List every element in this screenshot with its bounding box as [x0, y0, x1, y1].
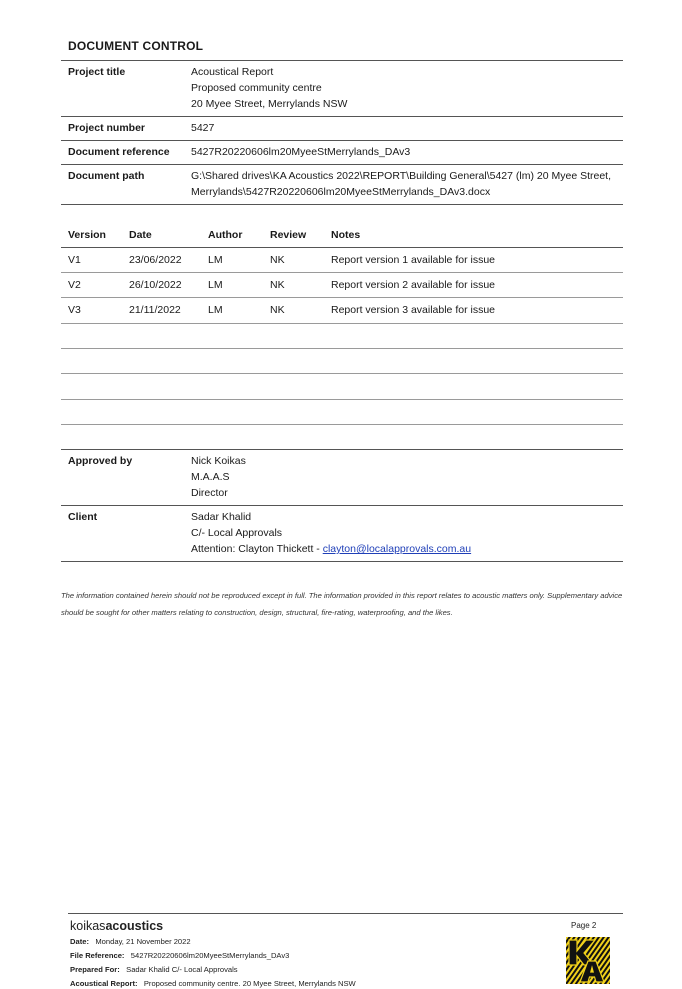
divider [61, 424, 623, 425]
footer-date-value: Monday, 21 November 2022 [95, 937, 191, 946]
footer-prepared-label: Prepared For: [70, 965, 120, 974]
notes-cell: Report version 2 available for issue [331, 279, 496, 291]
brand-logo [70, 919, 163, 933]
divider [61, 323, 623, 324]
client-attention [191, 541, 471, 557]
brand-name-light: koikas [70, 919, 106, 933]
document-path-line: Merrylands\5427R20220606lm20MyeeStMerrylands_DAv3.docx [191, 186, 491, 198]
footer-date-label: Date: [70, 937, 89, 946]
divider [61, 373, 623, 374]
date-cell: 21/11/2022 [129, 304, 181, 316]
footer-report-label: Acoustical Report: [70, 979, 138, 988]
divider [61, 505, 623, 506]
divider [61, 116, 623, 117]
document-path-line: G:\Shared drives\KA Acoustics 2022\REPORT\Building General\5427 (lm) 20 Myee Street, [191, 170, 612, 182]
divider [61, 60, 623, 61]
project-title-line: Acoustical Report [191, 66, 274, 78]
date-header: Date [129, 229, 152, 241]
client-value [191, 509, 471, 557]
client-label: Client [68, 511, 98, 523]
author-cell: LM [208, 279, 223, 291]
document-path-label: Document path [68, 170, 145, 182]
divider [61, 140, 623, 141]
project-title-value [191, 64, 347, 112]
divider [61, 247, 623, 248]
version-cell: V3 [68, 304, 81, 316]
footer-divider [68, 913, 623, 914]
review-cell: NK [270, 254, 285, 266]
approver-name: Nick Koikas [191, 455, 246, 467]
disclaimer: The information contained herein should not be reproduced except in full. The information provided in this report relates to acoustic matters only. Supplementary advice should be sought for other matters relating to construction, design, structural, fire-rating, waterproofing, and the likes. [61, 591, 623, 617]
attention-text: Attention: Clayton Thickett - [191, 543, 323, 555]
ka-logo-icon [566, 937, 610, 984]
footer-file [70, 951, 289, 960]
author-cell: LM [208, 254, 223, 266]
client-name: Sadar Khalid [191, 511, 252, 523]
review-cell: NK [270, 279, 285, 291]
version-cell: V2 [68, 279, 81, 291]
page-number: Page 2 [571, 921, 597, 930]
divider [61, 164, 623, 165]
project-title-line: Proposed community centre [191, 82, 322, 94]
footer-prepared-value: Sadar Khalid C/- Local Approvals [126, 965, 238, 974]
page-title: DOCUMENT CONTROL [68, 39, 204, 53]
version-header: Version [68, 229, 106, 241]
divider [61, 297, 623, 298]
footer-date [70, 937, 191, 946]
client-email-link[interactable]: clayton@localapprovals.com.au [322, 543, 472, 555]
divider [61, 399, 623, 400]
divider [61, 561, 623, 562]
project-title-label: Project title [68, 66, 126, 78]
author-header: Author [208, 229, 243, 241]
approver-credential: M.A.A.S [191, 471, 230, 483]
divider [61, 348, 623, 349]
version-cell: V1 [68, 254, 81, 266]
notes-cell: Report version 1 available for issue [331, 254, 496, 266]
client-org: C/- Local Approvals [191, 527, 283, 539]
notes-cell: Report version 3 available for issue [331, 304, 496, 316]
approved-by-label: Approved by [68, 455, 133, 467]
project-number-label: Project number [68, 122, 146, 134]
document-reference-value: 5427R20220606lm20MyeeStMerrylands_DAv3 [191, 146, 411, 158]
document-reference-label: Document reference [68, 146, 170, 158]
divider [61, 449, 623, 450]
footer-report-value: Proposed community centre. 20 Myee Street, Merrylands NSW [143, 979, 356, 988]
date-cell: 26/10/2022 [129, 279, 182, 291]
approver-role: Director [191, 487, 228, 499]
review-header: Review [270, 229, 307, 241]
footer-file-label: File Reference: [70, 951, 125, 960]
divider [61, 272, 623, 273]
brand-name-bold: acoustics [105, 919, 164, 933]
footer-file-value: 5427R20220606lm20MyeeStMerrylands_DAv3 [130, 951, 290, 960]
author-cell: LM [208, 304, 223, 316]
footer-report [70, 979, 356, 988]
notes-header: Notes [331, 229, 361, 241]
footer-prepared [70, 965, 238, 974]
project-number-value: 5427 [191, 122, 215, 134]
approved-by-value [191, 453, 246, 501]
review-cell: NK [270, 304, 285, 316]
date-cell: 23/06/2022 [129, 254, 182, 266]
divider [61, 204, 623, 205]
project-title-line: 20 Myee Street, Merrylands NSW [191, 98, 348, 110]
document-path-value [191, 168, 611, 200]
